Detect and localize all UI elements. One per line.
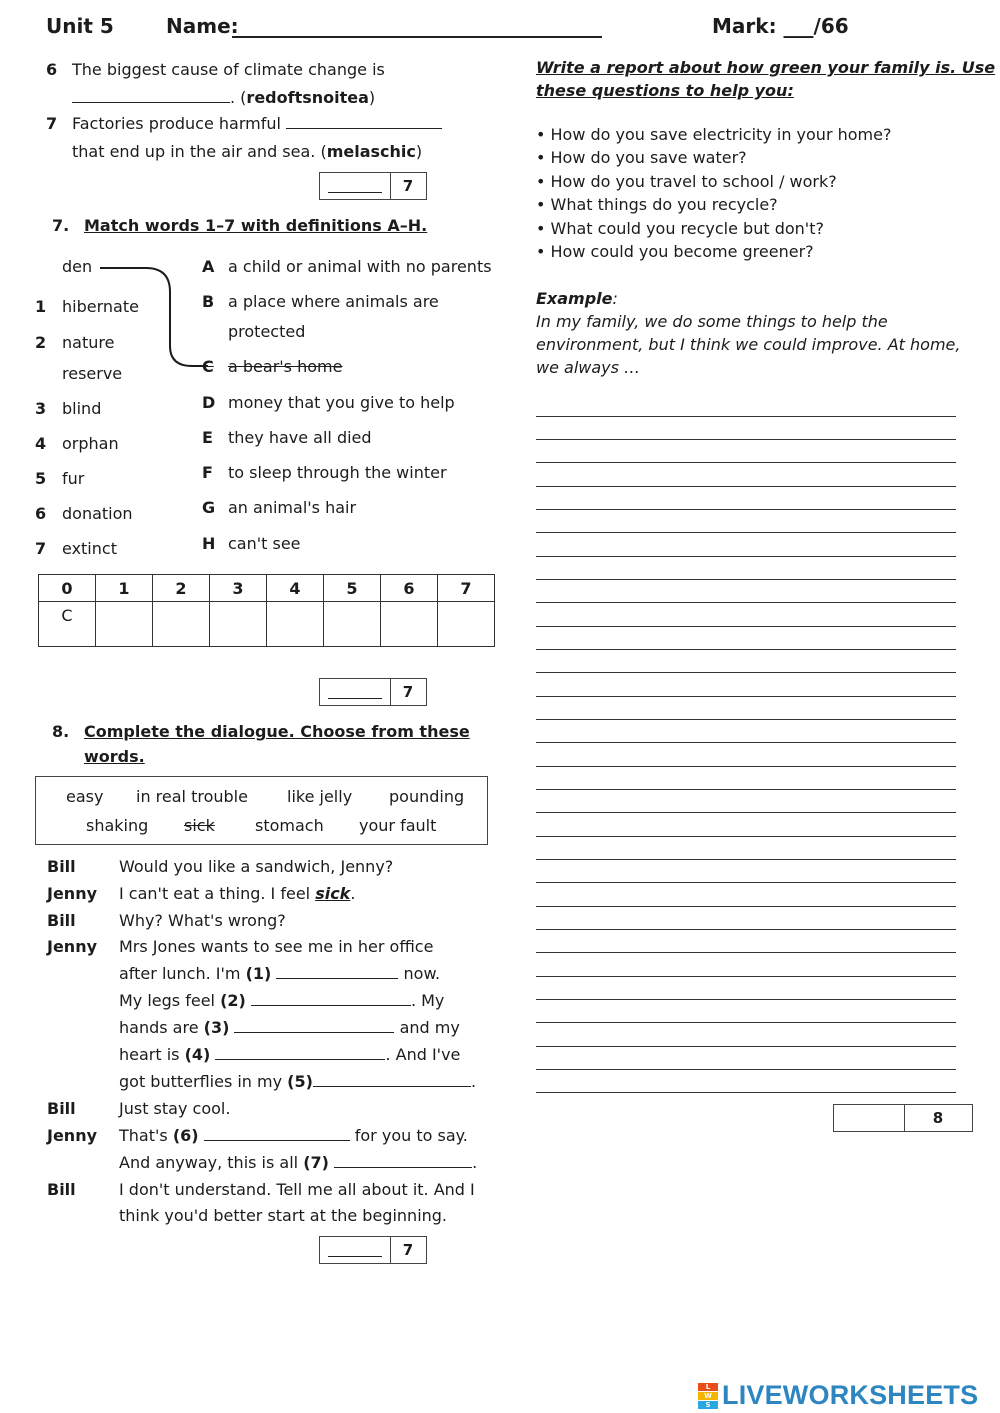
logo-icon: [698, 1383, 718, 1409]
dialogue-line: I don't understand. Tell me all about it. And I: [119, 1180, 475, 1199]
writing-question: • How do you save electricity in your home?: [536, 125, 892, 144]
word-number: 6: [35, 504, 47, 523]
name-input-line[interactable]: [232, 36, 602, 38]
writing-line[interactable]: [536, 509, 956, 510]
grid-header: 7: [438, 575, 495, 602]
writing-line[interactable]: [536, 486, 956, 487]
dialogue-text: I can't eat a thing. I feel: [119, 884, 316, 903]
writing-title-cont: these questions to help you:: [536, 81, 794, 100]
exercise7-number: 7.: [52, 216, 70, 235]
logo-block-l: L: [698, 1383, 718, 1391]
exercise8-number: 8.: [52, 722, 70, 741]
writing-line[interactable]: [536, 649, 956, 650]
score-box-a: [319, 172, 427, 200]
example-label: Example:: [536, 289, 618, 308]
q7-answer-blank[interactable]: [286, 114, 442, 129]
writing-line[interactable]: [536, 696, 956, 697]
match-word: blind: [62, 399, 102, 418]
name-label: Name:: [166, 14, 239, 38]
q6-number: 6: [46, 60, 58, 79]
q7-line2: [72, 142, 422, 161]
definition-text: an animal's hair: [228, 498, 357, 517]
logo-block-w: W: [698, 1392, 718, 1400]
gap-4-blank[interactable]: [215, 1045, 385, 1060]
q6-text: The biggest cause of climate change is: [72, 60, 385, 79]
example-word: den: [62, 257, 93, 276]
word-bank-item: in real trouble: [136, 787, 248, 806]
dialogue-gap-line: That's (6) for you to say.: [119, 1126, 468, 1145]
match-word: orphan: [62, 434, 119, 453]
writing-line[interactable]: [536, 952, 956, 953]
definition-letter: H: [202, 534, 216, 553]
speaker: Jenny: [47, 937, 98, 956]
word-number: 5: [35, 469, 47, 488]
word-number: 3: [35, 399, 47, 418]
q7-text-start: Factories produce harmful: [72, 114, 281, 133]
definition-text: can't see: [228, 534, 301, 553]
answer-grid: [38, 574, 495, 647]
dialogue-gap-line: hands are (3) and my: [119, 1018, 460, 1037]
q6-answer-blank[interactable]: [72, 88, 230, 103]
writing-line[interactable]: [536, 766, 956, 767]
exercise7-title: Match words 1–7 with definitions A–H.: [84, 216, 428, 235]
writing-line[interactable]: [536, 1092, 956, 1093]
word-bank-item: like jelly: [287, 787, 353, 806]
grid-answer-cell[interactable]: [381, 602, 438, 647]
gap-number: (6): [172, 1126, 199, 1145]
gap-5-blank[interactable]: [313, 1072, 471, 1087]
q7-number: 7: [46, 114, 58, 133]
score-max: 7: [402, 177, 414, 195]
dialogue-line: think you'd better start at the beginning.: [119, 1206, 448, 1225]
grid-header: 1: [96, 575, 153, 602]
definition-text-cont: protected: [228, 322, 306, 341]
score-box-writing: [833, 1104, 973, 1132]
writing-question: • How could you become greener?: [536, 242, 814, 261]
writing-line[interactable]: [536, 836, 956, 837]
writing-line[interactable]: [536, 859, 956, 860]
grid-header: 4: [267, 575, 324, 602]
definition-text: a child or animal with no parents: [228, 257, 492, 276]
definition-letter: E: [202, 428, 213, 447]
writing-line[interactable]: [536, 882, 956, 883]
speaker: Jenny: [47, 884, 98, 903]
writing-line[interactable]: [536, 812, 956, 813]
writing-line[interactable]: [536, 742, 956, 743]
grid-answer-cell[interactable]: [267, 602, 324, 647]
match-word: nature: [62, 333, 115, 352]
grid-answer-cell[interactable]: [438, 602, 495, 647]
writing-line[interactable]: [536, 976, 956, 977]
definition-text: to sleep through the winter: [228, 463, 447, 482]
score-max: 7: [402, 683, 414, 701]
match-word: hibernate: [62, 297, 139, 316]
gap-number: (2): [220, 991, 246, 1010]
writing-question: • How do you travel to school / work?: [536, 172, 837, 191]
definition-text-example: a bear's home: [228, 357, 343, 376]
match-word-cont: reserve: [62, 364, 123, 383]
definition-text: money that you give to help: [228, 393, 455, 412]
gap-1-blank[interactable]: [276, 964, 398, 979]
dialogue-line: Mrs Jones wants to see me in her office: [119, 937, 434, 956]
example-text: In my family, we do some things to help the: [536, 312, 888, 331]
grid-answer-cell[interactable]: [324, 602, 381, 647]
match-word: fur: [62, 469, 85, 488]
definition-letter: F: [202, 463, 213, 482]
q6-anagram: redoftsnoitea: [246, 88, 369, 107]
definition-letter: B: [202, 292, 215, 311]
example-text: environment, but I think we could improve. At home,: [536, 335, 961, 354]
grid-answer-cell[interactable]: [153, 602, 210, 647]
dialogue-line: Would you like a sandwich, Jenny?: [119, 857, 394, 876]
writing-line[interactable]: [536, 579, 956, 580]
grid-header: 5: [324, 575, 381, 602]
word-bank-item: pounding: [389, 787, 465, 806]
word-number: 4: [35, 434, 47, 453]
writing-line[interactable]: [536, 1022, 956, 1023]
dialogue-line: Why? What's wrong?: [119, 911, 286, 930]
speaker: Bill: [47, 911, 76, 930]
example-text: we always …: [536, 358, 641, 377]
gap-number: (3): [203, 1018, 230, 1037]
q7-anagram: melaschic: [326, 142, 416, 161]
writing-question: • What things do you recycle?: [536, 195, 778, 214]
score-max: 7: [402, 1241, 414, 1259]
speaker: Jenny: [47, 1126, 98, 1145]
word-bank-item: shaking: [86, 816, 149, 835]
writing-line[interactable]: [536, 1046, 956, 1047]
match-word: extinct: [62, 539, 117, 558]
dialogue-gap-line: My legs feel (2) . My: [119, 991, 445, 1010]
grid-answer-cell[interactable]: [96, 602, 153, 647]
speaker: Bill: [47, 1099, 76, 1118]
gap-3-blank[interactable]: [234, 1018, 394, 1033]
score-input[interactable]: [834, 1105, 905, 1131]
liveworksheets-logo[interactable]: [698, 1380, 978, 1411]
writing-line[interactable]: [536, 532, 956, 533]
example-connector-line: [96, 262, 216, 374]
writing-line[interactable]: [536, 789, 956, 790]
q6-line2: [72, 88, 375, 107]
speaker: Bill: [47, 857, 76, 876]
writing-line[interactable]: [536, 1069, 956, 1070]
exercise8-title-cont: words.: [84, 747, 145, 766]
definition-text: they have all died: [228, 428, 372, 447]
writing-line[interactable]: [536, 602, 956, 603]
grid-header: 0: [39, 575, 96, 602]
dialogue-line: [119, 884, 355, 903]
word-number: 1: [35, 297, 47, 316]
unit-title: Unit 5: [46, 14, 114, 38]
grid-answer-cell[interactable]: [210, 602, 267, 647]
writing-line[interactable]: [536, 462, 956, 463]
dialogue-gap-line: after lunch. I'm (1) now.: [119, 964, 441, 983]
dialogue-punct: .: [350, 884, 356, 903]
grid-header: 6: [381, 575, 438, 602]
score-input[interactable]: [320, 1237, 391, 1263]
score-input[interactable]: [320, 679, 391, 705]
definition-letter-example: C: [202, 357, 214, 376]
definition-text: a place where animals are: [228, 292, 439, 311]
word-bank-item: your fault: [359, 816, 437, 835]
speaker: Bill: [47, 1180, 76, 1199]
word-bank-item-used: sick: [184, 816, 215, 835]
example-answer: sick: [315, 884, 351, 903]
grid-answer-example: C: [39, 602, 96, 647]
word-number: 7: [35, 539, 47, 558]
word-bank-item: easy: [66, 787, 104, 806]
logo-block-s: S: [698, 1401, 718, 1409]
writing-line[interactable]: [536, 439, 956, 440]
gap-number: (7): [303, 1153, 329, 1172]
q7-text: [72, 114, 442, 133]
score-input[interactable]: [320, 173, 391, 199]
writing-question: • What could you recycle but don't?: [536, 219, 824, 238]
writing-title: Write a report about how green your family is. Use: [536, 58, 996, 77]
dialogue-gap-line: heart is (4) . And I've: [119, 1045, 461, 1064]
writing-line[interactable]: [536, 626, 956, 627]
definition-letter: G: [202, 498, 216, 517]
definition-letter: D: [202, 393, 216, 412]
q7-hint-close: ): [415, 142, 423, 161]
gap-number: (5): [287, 1072, 313, 1091]
gap-number: (4): [184, 1045, 211, 1064]
definition-letter: A: [202, 257, 215, 276]
word-bank-item: stomach: [255, 816, 324, 835]
q6-hint-close: ): [368, 88, 376, 107]
writing-line[interactable]: [536, 719, 956, 720]
q7-line2-text: that end up in the air and sea. (: [72, 142, 327, 161]
writing-line[interactable]: [536, 416, 956, 417]
score-max: 8: [932, 1109, 944, 1127]
score-box-8: [319, 1236, 427, 1264]
writing-line[interactable]: [536, 929, 956, 930]
exercise8-title: Complete the dialogue. Choose from these: [84, 722, 470, 741]
q6-hint-open: . (: [230, 88, 247, 107]
grid-header: 2: [153, 575, 210, 602]
match-word: donation: [62, 504, 133, 523]
writing-line[interactable]: [536, 556, 956, 557]
writing-line[interactable]: [536, 672, 956, 673]
brand-text: LIVEWORKSHEETS: [722, 1380, 979, 1410]
dialogue-line: Just stay cool.: [119, 1099, 231, 1118]
writing-line[interactable]: [536, 906, 956, 907]
mark-label: Mark: ___/66: [712, 14, 849, 38]
word-number: 2: [35, 333, 47, 352]
dialogue-gap-line: And anyway, this is all (7) .: [119, 1153, 478, 1172]
writing-question: • How do you save water?: [536, 148, 747, 167]
grid-header: 3: [210, 575, 267, 602]
writing-line[interactable]: [536, 999, 956, 1000]
gap-2-blank[interactable]: [251, 991, 411, 1006]
score-box-7: [319, 678, 427, 706]
gap-6-blank[interactable]: [204, 1126, 350, 1141]
dialogue-gap-line: got butterflies in my (5) .: [119, 1072, 477, 1091]
gap-number: (1): [245, 964, 272, 983]
gap-7-blank[interactable]: [334, 1153, 472, 1168]
